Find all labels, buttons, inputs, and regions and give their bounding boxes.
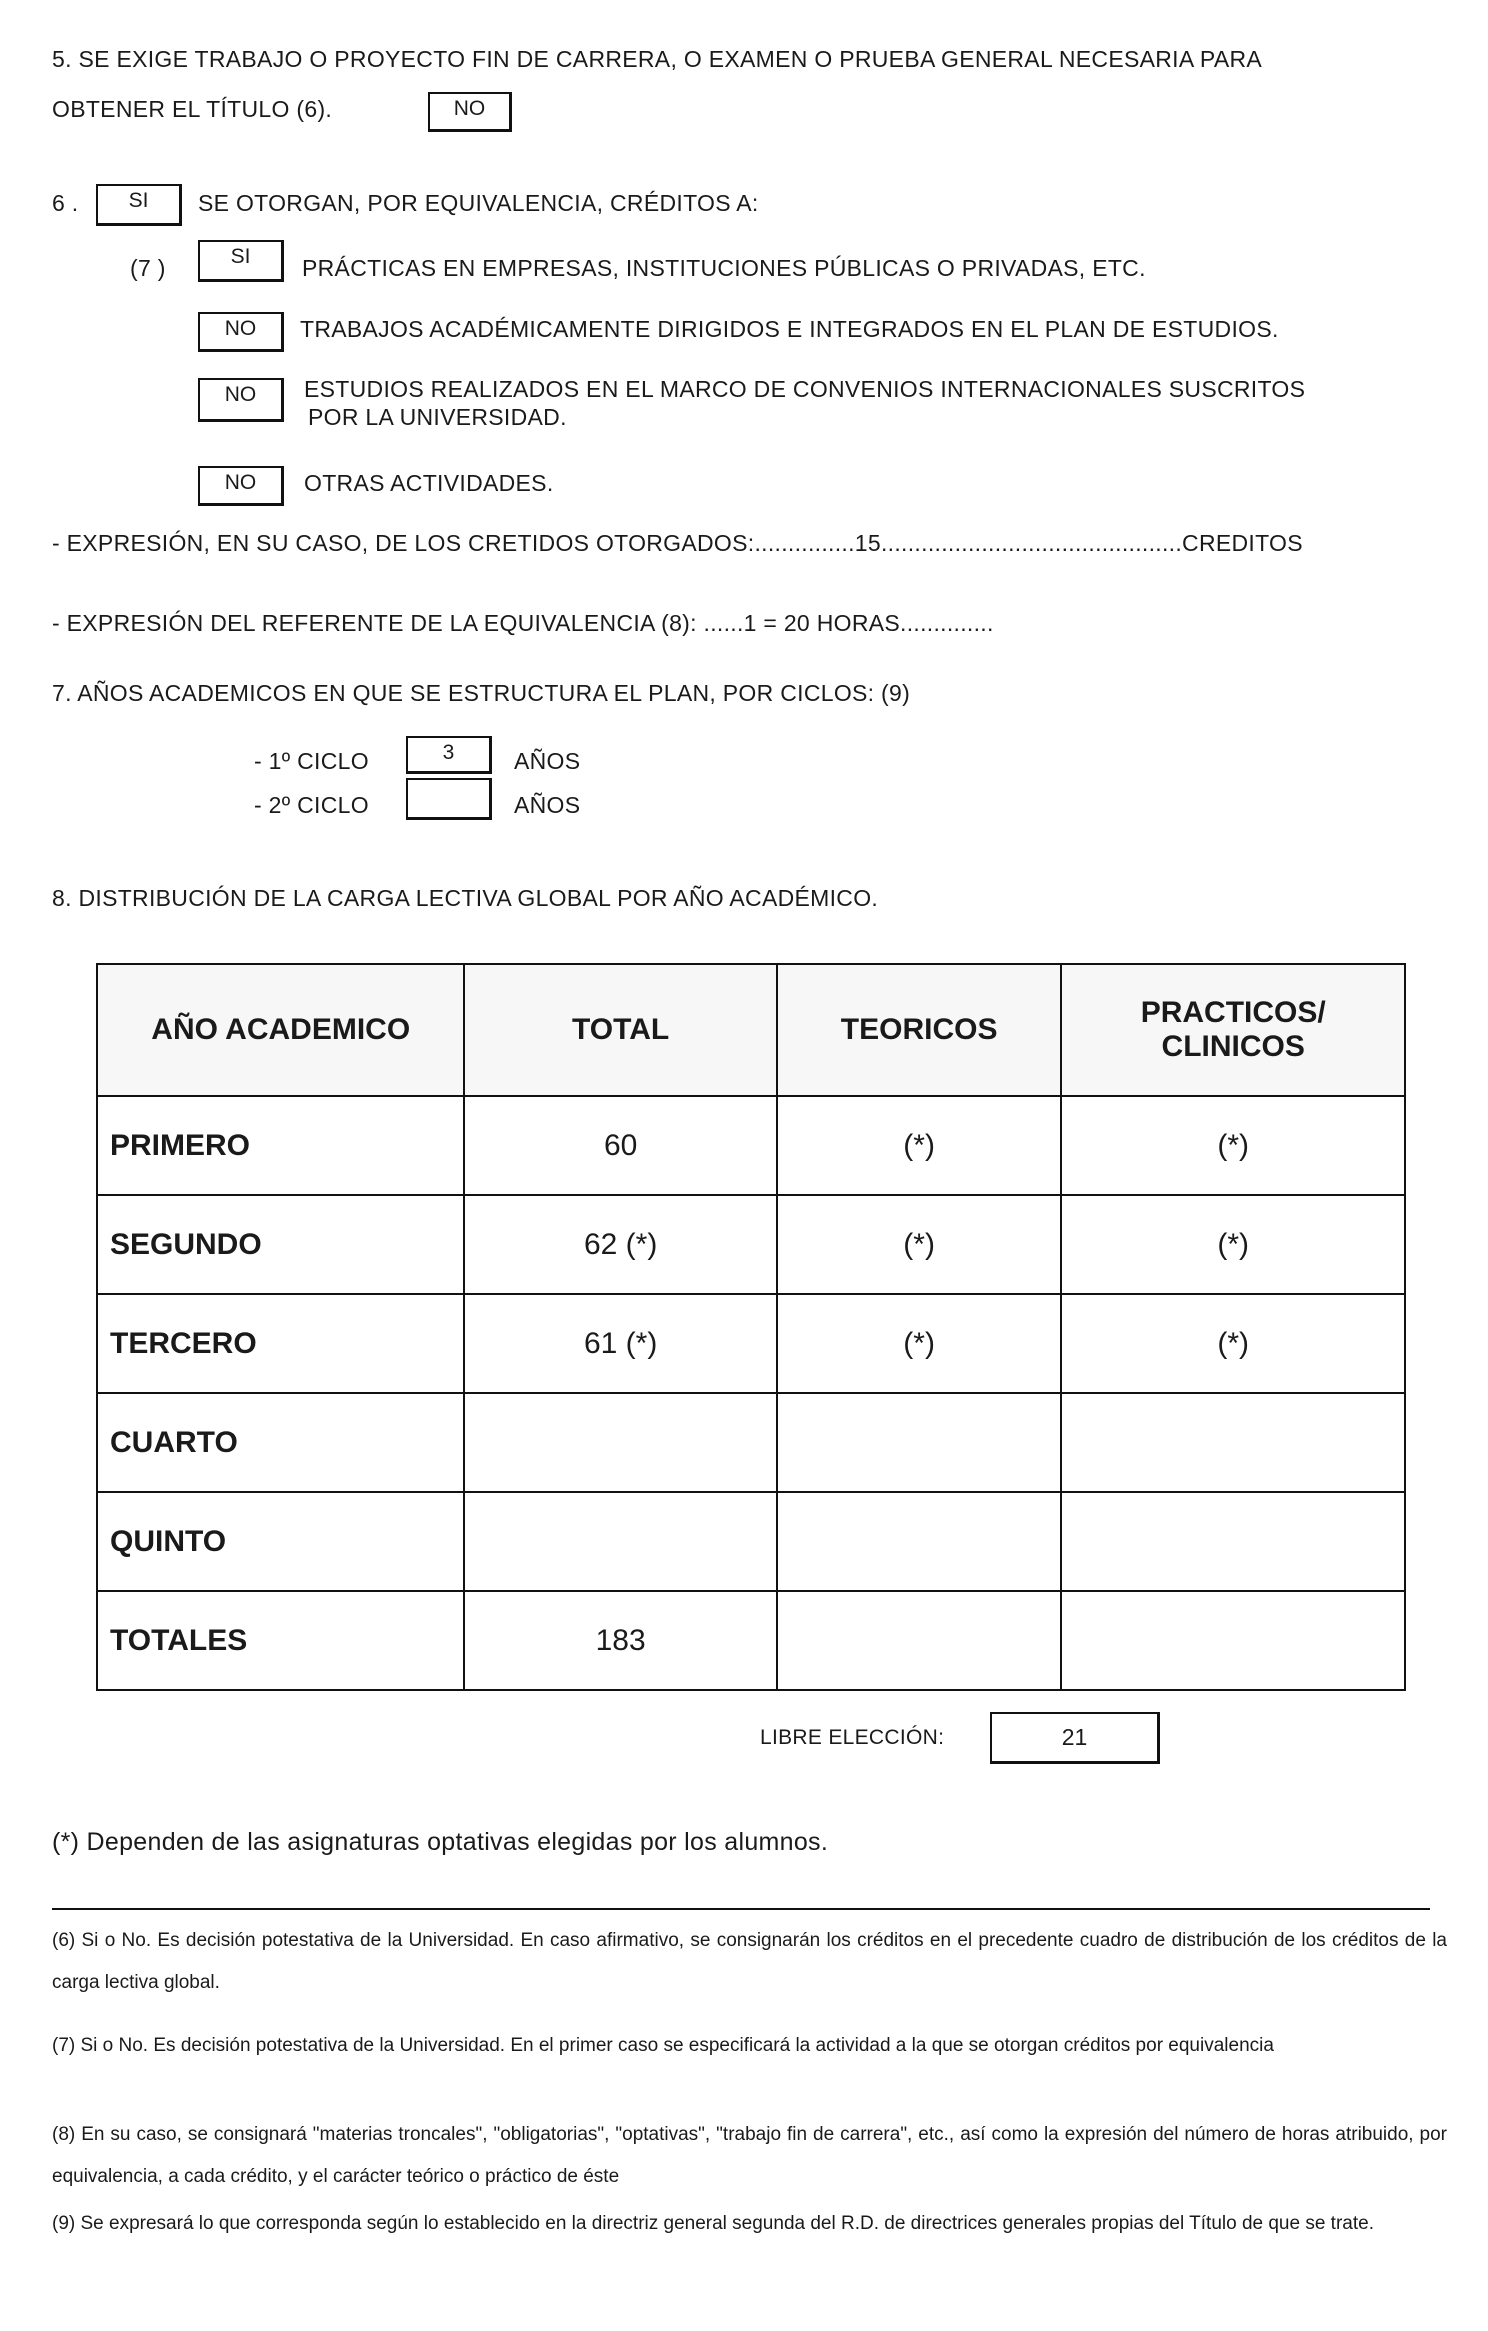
footnote-divider (52, 1908, 1430, 1910)
item-trabajos-text: TRABAJOS ACADÉMICAMENTE DIRIGIDOS E INTEGRADOS EN EL PLAN DE ESTUDIOS. (300, 316, 1279, 342)
carga-lectiva-table (96, 963, 1406, 1691)
item-trabajos-answer-box: NO (198, 312, 284, 352)
section-8-text: 8. DISTRIBUCIÓN DE LA CARGA LECTIVA GLOBAL POR AÑO ACADÉMICO. (52, 885, 879, 911)
footnote-8: (8) En su caso, se consignará "materias troncales", "obligatorias", "optativas", "trabajo fin de carrera", etc., así como la expresión del número de horas atribuido, por equivalencia, a cada crédito, y el carácter teórico o práctico de éste (52, 2124, 1447, 2187)
equivalence-line: - EXPRESIÓN DEL REFERENTE DE LA EQUIVALENCIA (8): ......1 = 20 HORAS.............. (52, 610, 994, 636)
cycle2-label: - 2º CICLO (254, 792, 369, 818)
cell-practicos: (*) (1061, 1294, 1405, 1393)
section-6-number: 6 . (52, 190, 79, 216)
cell-total: 61 (*) (464, 1294, 776, 1393)
item-practicas-answer-box: SI (198, 240, 284, 282)
item-estudios-text-line2: POR LA UNIVERSIDAD. (308, 404, 567, 430)
cycle1-unit: AÑOS (514, 748, 581, 774)
table-row (97, 1492, 1405, 1591)
table-row (97, 1294, 1405, 1393)
cell-total (464, 1393, 776, 1492)
header-practicos: PRACTICOS/ (1140, 996, 1326, 1029)
cycle1-value-box: 3 (406, 736, 492, 774)
cell-teoricos (777, 1492, 1062, 1591)
table-row (97, 1195, 1405, 1294)
section-6-answer-box: SI (96, 184, 182, 226)
item-otras-answer-box: NO (198, 466, 284, 506)
table-header-row (97, 964, 1405, 1096)
cell-total (464, 1492, 776, 1591)
item-otras-text: OTRAS ACTIVIDADES. (304, 470, 554, 496)
cell-practicos: (*) (1061, 1195, 1405, 1294)
item-estudios-answer-box: NO (198, 378, 284, 422)
row-label: PRIMERO (97, 1096, 464, 1195)
header-ano-academico: AÑO ACADEMICO (97, 964, 464, 1096)
footnote-6: (6) Si o No. Es decisión potestativa de la Universidad. En caso afirmativo, se consignarán los créditos en el precedente cuadro de distribución de los créditos de la carga lectiva global. (52, 1930, 1447, 1993)
header-teoricos: TEORICOS (777, 964, 1062, 1096)
asterisk-note: (*) Dependen de las asignaturas optativas elegidas por los alumnos. (52, 1828, 829, 1856)
section-5-text-line2: OBTENER EL TÍTULO (6). (52, 96, 333, 122)
cell-practicos (1061, 1591, 1405, 1690)
section-5-answer-box: NO (428, 92, 512, 132)
cell-teoricos (777, 1393, 1062, 1492)
header-total: TOTAL (464, 964, 776, 1096)
cycle2-value-box (406, 778, 492, 820)
row-label: TOTALES (97, 1591, 464, 1690)
section-6-text: SE OTORGAN, POR EQUIVALENCIA, CRÉDITOS A: (198, 190, 759, 216)
row-label: QUINTO (97, 1492, 464, 1591)
item-estudios-text-line1: ESTUDIOS REALIZADOS EN EL MARCO DE CONVENIOS INTERNACIONALES SUSCRITOS (304, 376, 1306, 402)
cell-teoricos (777, 1591, 1062, 1690)
cell-total: 62 (*) (464, 1195, 776, 1294)
credits-line: - EXPRESIÓN, EN SU CASO, DE LOS CRETIDOS OTORGADOS:...............15.............................................CREDITOS (52, 530, 1303, 556)
cell-total: 60 (464, 1096, 776, 1195)
table-row (97, 1393, 1405, 1492)
cell-practicos (1061, 1492, 1405, 1591)
footnote-9: (9) Se expresará lo que corresponda según lo establecido en la directriz general segunda del R.D. de directrices generales propias del Título de que se trate. (52, 2213, 1374, 2234)
cell-practicos: (*) (1061, 1096, 1405, 1195)
row-label: CUARTO (97, 1393, 464, 1492)
cycle1-label: - 1º CICLO (254, 748, 369, 774)
libre-eleccion-value-box: 21 (990, 1712, 1160, 1764)
section-5-text-line1: 5. SE EXIGE TRABAJO O PROYECTO FIN DE CARRERA, O EXAMEN O PRUEBA GENERAL NECESARIA PARA (52, 46, 1263, 72)
row-label: TERCERO (97, 1294, 464, 1393)
cell-teoricos: (*) (777, 1195, 1062, 1294)
item-practicas-text: PRÁCTICAS EN EMPRESAS, INSTITUCIONES PÚBLICAS O PRIVADAS, ETC. (302, 255, 1146, 281)
table-row (97, 1591, 1405, 1690)
row-label: SEGUNDO (97, 1195, 464, 1294)
header-clinicos: CLINICOS (1161, 1030, 1305, 1063)
libre-eleccion-label: LIBRE ELECCIÓN: (760, 1726, 945, 1749)
table-row (97, 1096, 1405, 1195)
section-6-note-ref: (7 ) (130, 255, 166, 281)
header-practicos-clinicos (1061, 964, 1405, 1096)
section-7-text: 7. AÑOS ACADEMICOS EN QUE SE ESTRUCTURA EL PLAN, POR CICLOS: (9) (52, 680, 911, 706)
cycle2-unit: AÑOS (514, 792, 581, 818)
cell-practicos (1061, 1393, 1405, 1492)
cell-teoricos: (*) (777, 1096, 1062, 1195)
cell-total: 183 (464, 1591, 776, 1690)
footnote-7: (7) Si o No. Es decisión potestativa de la Universidad. En el primer caso se especificará la actividad a la que se otorgan créditos por equivalencia (52, 2035, 1274, 2056)
cell-teoricos: (*) (777, 1294, 1062, 1393)
